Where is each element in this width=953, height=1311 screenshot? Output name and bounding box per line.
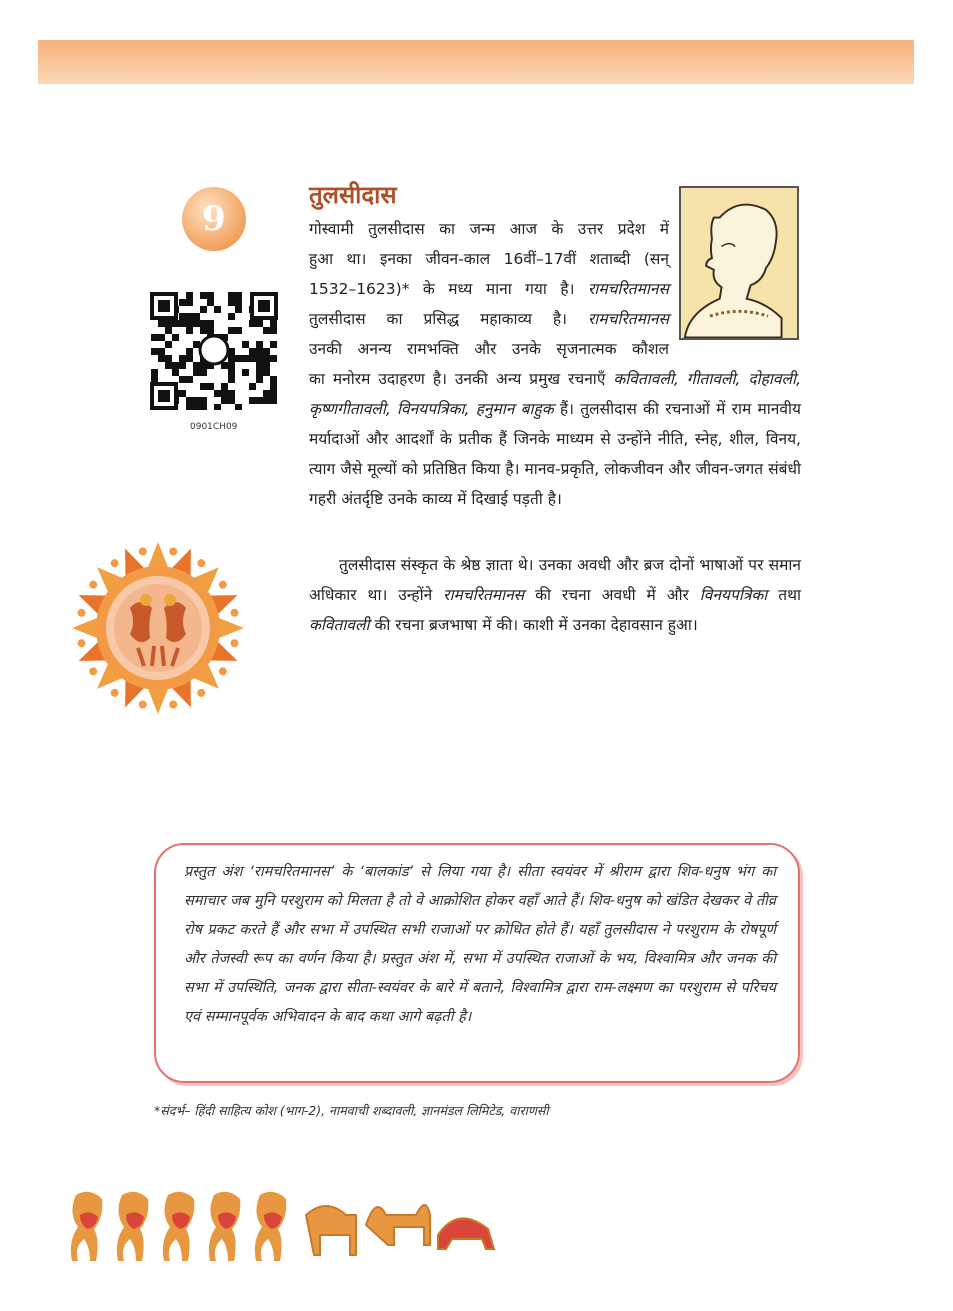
language-paragraph: [309, 550, 801, 640]
bio-line-3: [309, 274, 669, 304]
other-works-list: कवितावली, गीतावली, दोहावली, कृष्णगीतावली, विनयपत्रिका, हनुमान बाहुक: [309, 370, 801, 418]
para2-text-1: तुलसीदास संस्कृत के श्रेष्ठ ज्ञाता थे। उनका अवधी और ब्रज दोनों भाषाओं पर समान अधिकार था। उन्होंने: [309, 556, 801, 604]
bio-line-3-text: 1532–1623)* के मध्य माना गया है।: [309, 280, 575, 298]
intro-box-text: प्रस्तुत अंश ‘रामचरितमानस’ के ‘बालकांड’ से लिया गया है। सीता स्वयंवर में श्रीराम द्वारा शिव-धनुष भंग का समाचार जब मुनि परशुराम को मिलता है तो वे आक्रोशित होकर वहाँ आते हैं। शिव-धनुष को खंडित देखकर वे तीव्र रोष प्रकट करते हैं और सभा में उपस्थित सभी राजाओं पर क्रोधित होते हैं। यहाँ तुलसीदास ने परशुराम के रोषपूर्ण और तेजस्वी रूप का वर्णन किया है। प्रस्तुत अंश में, सभा में उपस्थित राजाओं के भय, विश्वामित्र और जनक की सभा में उपस्थिति, जनक द्वारा सीता-स्वयंवर के बारे में बताने, विश्वामित्र द्वारा राम-लक्ष्मण का परशुराम से परिचय एवं सम्मानपूर्वक अभिवादन के बाद कथा आगे बढ़ती है।: [184, 864, 776, 1025]
para2-work-1: रामचरितमानस: [443, 586, 525, 604]
decorative-border-illustration: [66, 1185, 506, 1265]
bio-line-5: उनकी अनन्य रामभक्ति और उनके सृजनात्मक कौशल: [309, 340, 669, 358]
para2-text-4: की रचना ब्रजभाषा में की। काशी में उनका देहावसान हुआ।: [369, 616, 698, 634]
bio-line-4: [309, 304, 669, 334]
bio-rest-text-2: हैं। तुलसीदास की रचनाओं में राम मानवीय मर्यादाओं और आदर्शों के प्रतीक हैं जिनके माध्यम से उन्होंने नीति, स्नेह, शील, विनय, त्याग जैसे मूल्यों को प्रतिष्ठित किया है। मानव-प्रकृति, लोकजीवन और जीवन-जगत संबंधी गहरी अंतर्दृष्टि उनके काव्य में दिखाई पड़ती है।: [309, 400, 801, 508]
work-title-ramcharitmanas: रामचरितमानस: [587, 280, 669, 298]
bio-paragraph: [309, 214, 801, 514]
reference-footnote: *संदर्भ– हिंदी साहित्य कोश (भाग-2), नामवाची शब्दावली, ज्ञानमंडल लिमिटेड, वाराणसी: [154, 1103, 549, 1118]
header-band: [38, 40, 914, 84]
bio-line-1: गोस्वामी तुलसीदास का जन्म आज के उत्तर प्रदेश में: [309, 220, 669, 238]
bio-line-2: हुआ था। इनका जीवन-काल 16वीं–17वीं शताब्दी (सन्: [309, 250, 669, 268]
para2-work-3: कवितावली: [309, 616, 370, 634]
para2-work-2: विनयपत्रिका: [699, 586, 768, 604]
chapter-title: तुलसीदास: [309, 181, 397, 209]
para2-text-2: की रचना अवधी में और: [524, 586, 700, 604]
bio-line-4-text: तुलसीदास का प्रसिद्ध महाकाव्य है।: [309, 310, 567, 328]
para2-text-3: तथा: [767, 586, 801, 604]
sun-motif-illustration: [68, 538, 248, 718]
chapter-number: 9: [182, 187, 246, 251]
work-title-ramcharitmanas-2: रामचरितमानस: [587, 310, 669, 328]
qr-code-label: 0901CH09: [190, 422, 238, 432]
qr-code-image: [150, 292, 278, 410]
bio-rest-text-1: का मनोरम उदाहरण है। उनकी अन्य प्रमुख रचनाएँ: [309, 370, 614, 388]
